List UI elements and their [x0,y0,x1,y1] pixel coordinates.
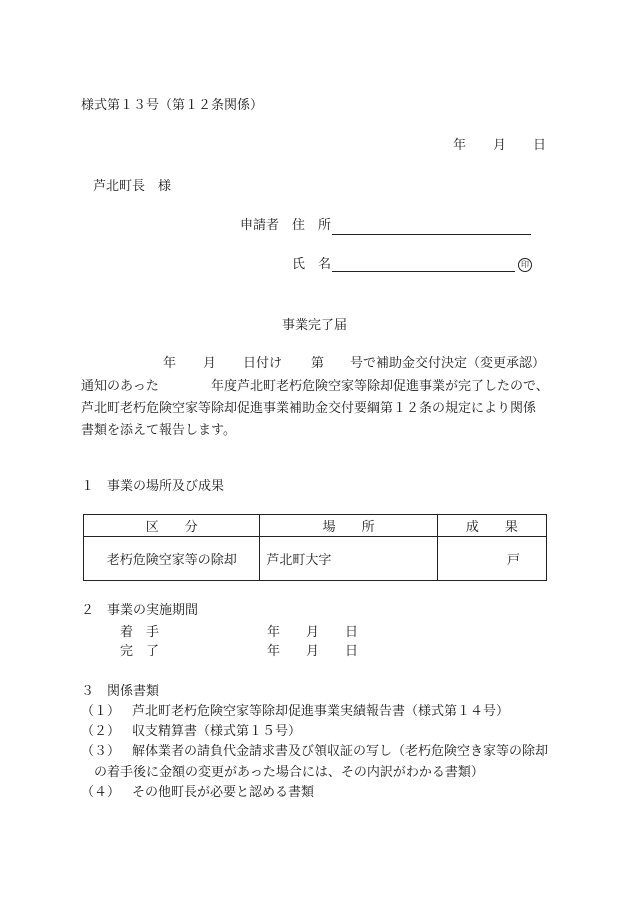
document-title: 事業完了届 [282,318,348,333]
body-month: 月 [203,356,217,371]
results-table [83,514,547,581]
address-field[interactable] [332,234,531,235]
address-label: 住 所 [292,218,332,233]
body-day-suffix: 日付け [243,356,283,371]
name-label: 氏 名 [292,257,332,272]
table-header-row [84,515,547,537]
body-line3: 芦北町老朽危険空家等除却促進事業補助金交付要綱第１２条の規定により関係 [81,401,537,416]
doc-item-2-text: 収支精算書（様式第１５号） [132,724,302,739]
addressee: 芦北町長 様 [93,179,172,194]
form-number: 様式第１３号（第１２条関係） [81,98,264,113]
period-end-year: 年 [267,644,281,659]
doc-item-3-num: （３） [81,744,121,759]
table-header-location: 場 所 [260,515,437,537]
date-year-label: 年 [453,138,467,153]
table-cell-location[interactable]: 芦北町大字 [260,537,437,581]
table-row [84,537,547,581]
doc-item-2-num: （２） [81,724,121,739]
date-month-label: 月 [493,138,507,153]
period-start-day: 日 [345,625,359,640]
date-day-label: 日 [533,138,547,153]
table-cell-category: 老朽危険空家等の除却 [84,537,260,581]
doc-item-3-continuation: の着手後に金額の変更があった場合には、その内訳がわかる書類） [94,765,484,780]
doc-item-3-text: 解体業者の請負代金請求書及び領収証の写し（老朽危険空き家等の除却 [132,744,549,759]
section1-heading: １ 事業の場所及び成果 [81,479,225,494]
name-field[interactable] [332,271,515,272]
body-number-prefix: 第 [311,356,325,371]
section2-heading: ２ 事業の実施期間 [81,603,199,618]
table-cell-result[interactable]: 戸 [437,537,546,581]
applicant-label: 申請者 [240,218,280,233]
doc-item-1-num: （１） [81,704,121,719]
body-line2-a: 通知のあった [81,379,159,394]
period-start-month: 月 [306,625,320,640]
doc-item-4-num: （４） [81,785,121,800]
period-start-year: 年 [267,625,281,640]
table-header-result: 成 果 [437,515,546,537]
seal-mark: 印 [518,258,532,272]
table-header-category: 区 分 [84,515,260,537]
period-end-month: 月 [306,644,320,659]
period-start-label: 着 手 [120,625,160,640]
period-end-label: 完 了 [120,644,160,659]
body-year: 年 [163,356,177,371]
body-line1-rest: 号で補助金交付決定（変更承認） [350,356,546,371]
body-line2-b: 年度芦北町老朽危険空家等除却促進事業が完了したので、 [211,379,549,394]
section3-heading: ３ 関係書類 [81,684,160,699]
doc-item-1-text: 芦北町老朽危険空家等除却促進事業実績報告書（様式第１４号） [132,704,510,719]
body-line4: 書類を添えて報告します。 [81,423,236,438]
period-end-day: 日 [345,644,359,659]
doc-item-4-text: その他町長が必要と認める書類 [132,785,315,800]
